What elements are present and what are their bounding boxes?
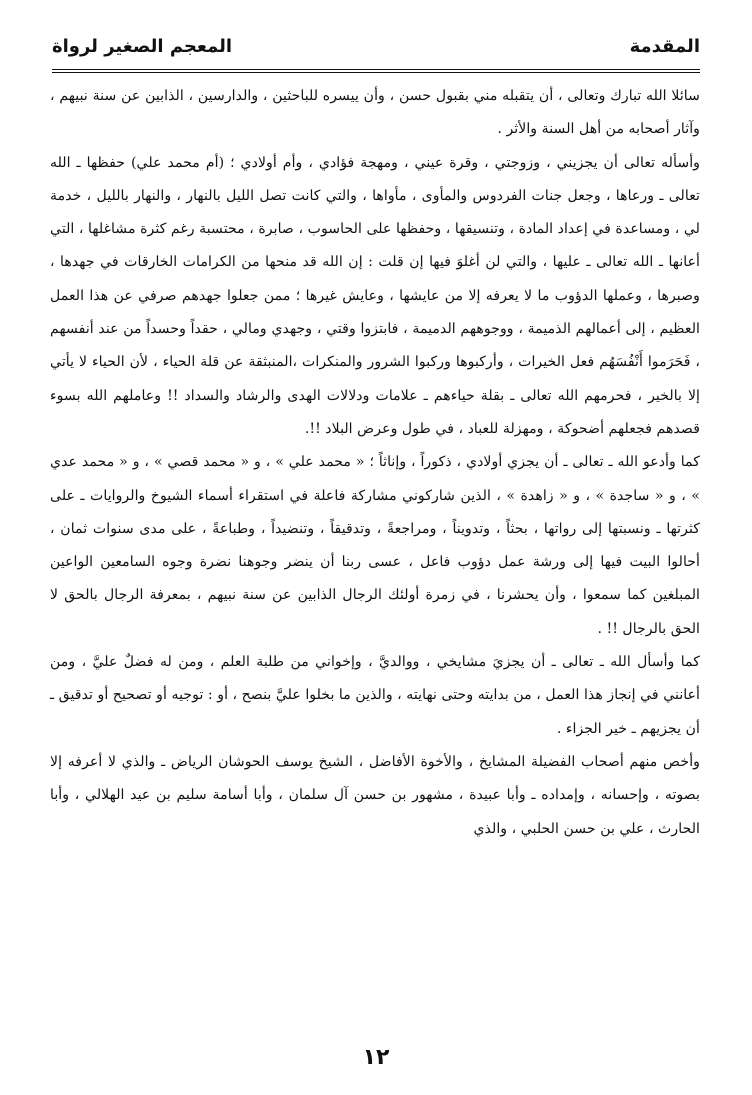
paragraph: سائلا الله تبارك وتعالى ، أن يتقبله مني بقبول حسن ، وأن ييسره للباحثين ، والدارسين ، الذابين عن سنة نبيهم ، وآثار أصحابه من أهل السنة والأثر . (50, 88, 700, 138)
body-text (50, 80, 700, 846)
running-header (52, 28, 700, 64)
header-rule (52, 69, 700, 70)
paragraph: كما وأدعو الله ـ تعالى ـ أن يجزي أولادي ، ذكوراً ، وإناثاً ؛ « محمد علي » ، و « محمد قصي » ، و « محمد عدي » ، و « ساجدة » ، و « زاهدة » ، الذين شاركوني مشاركة فاعلة في استقراء أسماء الشيوخ والروايات ـ على كثرتها ـ ونسبتها إلى رواتها ، بحثاً ، وتدويناً ، ومراجعةً ، وتدقيقاً ، وتنضيداً ، وطباعةً ، على مدى سنوات ثمان ، أحالوا البيت فيها إلى ورشة عمل دؤوب فاعل ، عسى ربنا أن ينضر وجوهنا نضرة وجوه السامعين الواعين المبلغين كما سمعوا ، وأن يحشرنا ، في زمرة أولئك الرجال الذابين عن سنة نبيهم ، بمعرفة الرجال بالحق لا الحق بالرجال !! . (50, 454, 700, 637)
page-number: ١٢ (362, 1045, 390, 1070)
header-rule-second (52, 72, 700, 73)
section-title: المقدمة (629, 35, 700, 57)
paragraph: وأسأله تعالى أن يجزيني ، وزوجتي ، وقرة عيني ، ومهجة فؤادي ، وأم أولادي ؛ (أم محمد علي) حفظها ـ الله تعالى ـ ورعاها ، وجعل جنات الفردوس والمأوى ، مأواها ، والتي كانت تصل الليل بالنهار ، والنهار بالليل ، خدمة لي ، ومساعدة في إعداد المادة ، وتنسيقها ، وحفظها على الحاسوب ، صابرة ، محتسبة رغم كثرة مشاغلها ، التي أعانها ـ الله تعالى ـ عليها ، والتي لن أغلوَ فيها إن قلت : إن الله قد منحها من الكرامات الخارقات في جهدها ، وصبرها ، وعملها الدؤوب ما لا يعرفه إلا من عايشها ، وعايش غيرها ؛ ممن جعلوا جهدهم صرفي عن هذا العمل العظيم ، إلى أعمالهم الذميمة ، ووجوههم الدميمة ، فابتزوا وقتي ، وجهدي ومالي ، حقداً وحسداً من عند أنفسهم ، فَحَرَموا أَنْفُسَهُم فعل الخيرات ، وأركبوها وركبوا الشرور والمنكرات ،المنبثقة عن قلة الحياء ، لأن الحياء لا يأتي إلا بالخير ، فحرمهم الله تعالى ـ بقلة حياءهم ـ علامات ودلالات الهدى والرشاد والسداد !! وعاملهم الله بسوء قصدهم فجعلهم أضحوكة ، ومهزلة للعباد ، في طول وعرض البلاد !!. (50, 154, 700, 437)
book-title: المعجم الصغير لرواة (52, 35, 233, 57)
paragraph: كما وأسأل الله ـ تعالى ـ أن يجزيَ مشايخي ، ووالديَّ ، وإخواني من طلبة العلم ، ومن له فضلٌ عليَّ ، ومن أعانني في إنجاز هذا العمل ، من بدايته وحتى نهايته ، والذين ما بخلوا عليَّ بنصح ، أو : توجيه أو تصحيح أو تدقيق ـ أن يجزيهم ـ خير الجزاء . (50, 654, 700, 737)
paragraph: وأخص منهم أصحاب الفضيلة المشايخ ، والأخوة الأفاضل ، الشيخ يوسف الحوشان الرياض ـ والذي لا أعرفه إلا بصوته ، وإحسانه ، وإمداده ـ وأبا عبيدة ، مشهور بن حسن آل سلمان ، وأبا أسامة سليم بن عيد الهلالي ، وأبا الحارث ، علي بن حسن الحلبي ، والذي (50, 753, 700, 837)
